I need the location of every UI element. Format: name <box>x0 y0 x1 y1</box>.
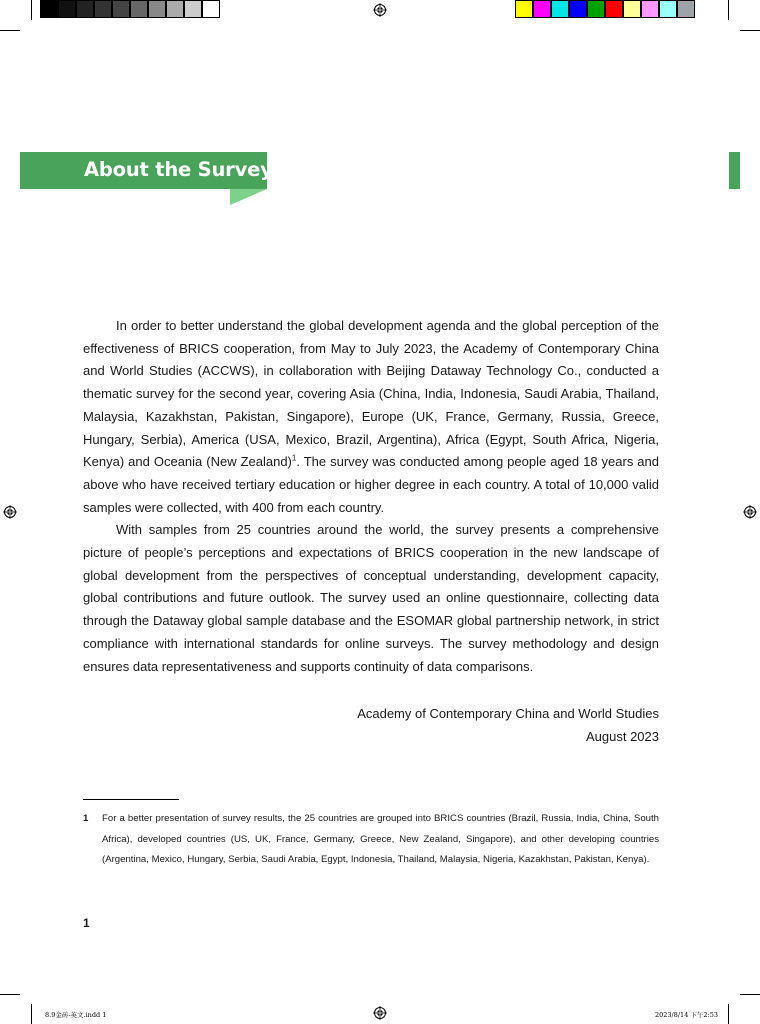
crop-mark-bottom-right-h <box>740 994 760 995</box>
crop-mark-bottom-left-h <box>0 994 20 995</box>
color-swatch <box>76 0 94 18</box>
registration-mark-icon <box>373 1006 387 1020</box>
color-swatch <box>569 0 587 18</box>
print-slug-timestamp: 2023/8/14 下午2:53 <box>655 1011 718 1019</box>
banner-tail <box>230 189 267 205</box>
color-swatch <box>605 0 623 18</box>
color-swatch <box>515 0 533 18</box>
color-swatch <box>587 0 605 18</box>
footnote-number: 1 <box>83 813 89 824</box>
color-swatch <box>130 0 148 18</box>
color-swatch <box>58 0 76 18</box>
color-swatch <box>166 0 184 18</box>
footnote-reference[interactable]: 1 <box>291 453 297 463</box>
paragraph: In order to better understand the global development agenda and the global perception of the effectiveness of BRICS cooperation, from May to July 2023, the Academy of Contemporary China and World Studies (ACCWS), in collaboration with Beijing Dataway Technology Co., conducted a thematic survey for the second year, covering Asia (China, India, Indonesia, Saudi Arabia, Thailand, Malaysia, Kazakhstan, Pakistan, Singapore), Europe (UK, France, Germany, Russia, Greece, Hungary, Serbia), America (USA, Mexico, Brazil, Argentina), Africa (Egypt, South Africa, Nigeria, Kenya) and Oceania (New Zealand)$^1$. The survey was conducted among people aged 18 years and above who have received tertiary education or higher degree in each country. A total of 10,000 valid samples were collected, with 400 from each country. <box>83 318 660 515</box>
color-swatch <box>94 0 112 18</box>
paragraph: With samples from 25 countries around the world, the survey presents a comprehensive picture of people’s perceptions and expectations of BRICS cooperation in the new landscape of global development from the perspectives of conceptual understanding, development capacity, global contributions and future outlook. The survey used an online questionnaire, collecting data through the Dataway global sample database and the ESOMAR global partnership network, in strict compliance with international standards for online surveys. The survey methodology and design ensures data representativeness and supports continuity of data comparisons. <box>83 522 659 674</box>
crop-mark-top-left-h <box>0 30 20 31</box>
print-slug-file: 8.9金砖-英文.indd 1 <box>45 1011 107 1019</box>
color-swatch <box>623 0 641 18</box>
footnote-text: For a better presentation of survey results, the 25 countries are grouped into BRICS countries (Brazil, Russia, India, China, South Africa), developed countries (US, UK, France, Germany, Greece, New Zealand, Singapore), and other developing countries (Argentina, Mexico, Hungary, Serbia, Saudi Arabia, Egypt, Indonesia, Thailand, Malaysia, Nigeria, Kazakhstan, Pakistan, Kenya). <box>102 813 659 865</box>
color-swatch <box>112 0 130 18</box>
registration-mark-icon <box>3 505 17 519</box>
color-swatch <box>40 0 58 18</box>
crop-mark-bottom-left-v <box>31 1004 32 1024</box>
color-swatch <box>202 0 220 18</box>
body-text <box>83 315 659 678</box>
crop-mark-bottom-right-v <box>728 1004 729 1024</box>
color-swatch <box>184 0 202 18</box>
page-title: About the Survey <box>84 158 273 181</box>
color-swatch <box>659 0 677 18</box>
signature-organization: Academy of Contemporary China and World Studies <box>357 706 659 721</box>
registration-mark-icon <box>373 3 387 17</box>
color-swatch <box>148 0 166 18</box>
color-swatch <box>551 0 569 18</box>
crop-mark-top-left-v <box>31 0 32 20</box>
signature-date: August 2023 <box>585 729 659 744</box>
crop-mark-top-right-h <box>740 30 760 31</box>
color-swatch <box>677 0 695 18</box>
color-swatch <box>533 0 551 18</box>
side-tab-marker <box>729 152 740 189</box>
color-swatch <box>641 0 659 18</box>
gray-color-bar <box>40 0 220 20</box>
footnote-divider <box>83 799 179 800</box>
crop-mark-top-right-v <box>728 0 729 20</box>
process-color-bar <box>515 0 695 20</box>
page-number: 1 <box>83 916 90 930</box>
footnote <box>83 809 659 871</box>
registration-mark-icon <box>743 505 757 519</box>
